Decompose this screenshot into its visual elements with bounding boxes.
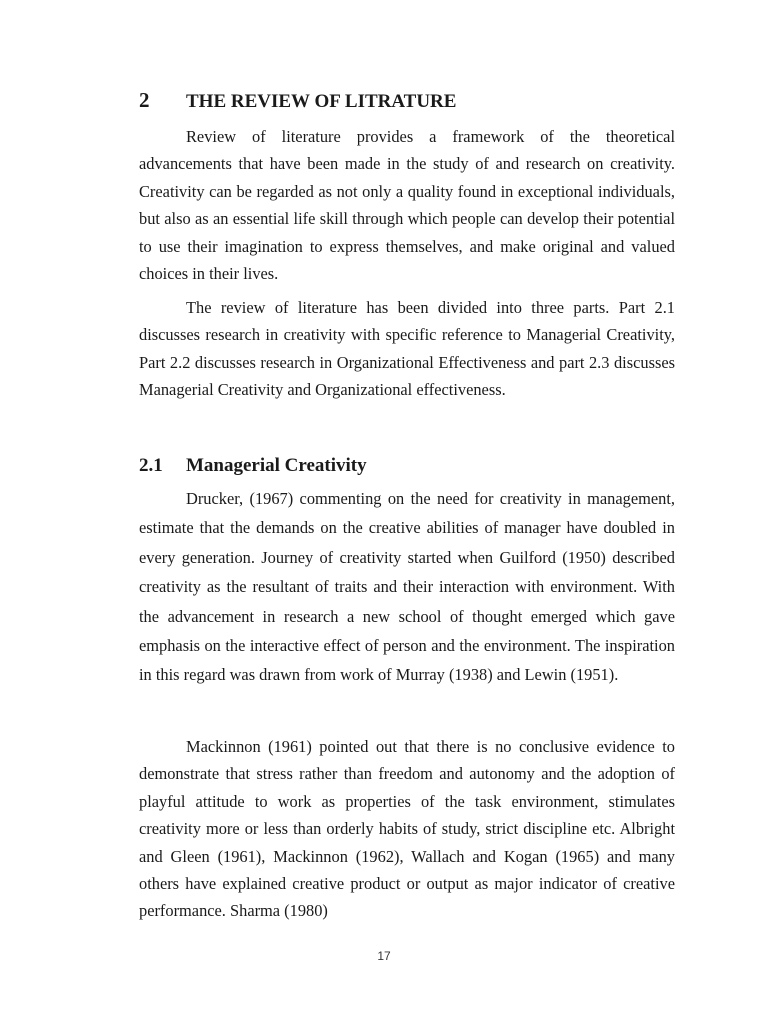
section-title: Managerial Creativity xyxy=(186,455,367,476)
section-paragraph-1: Drucker, (1967) commenting on the need for creativity in management, estimate that the demands on the creative abilities of manager have doubled in every generation. Journey of creativity started when Guilford (1950) described creativity as the resultant of traits and their interaction with environment. With the advancement in research a new school of thought emerged which gave emphasis on the interactive effect of person and the environment. The inspiration in this regard was drawn from work of Murray (1938) and Lewin (1951). xyxy=(139,489,675,685)
intro-paragraph-2: The review of literature has been divided into three parts. Part 2.1 discusses research in creativity with specific reference to Managerial Creativity, Part 2.2 discusses research in Organizational Effectiveness and part 2.3 discusses Managerial Creativity and Organizational effectiveness. xyxy=(139,298,675,400)
section-number: 2.1 xyxy=(139,455,163,476)
chapter-heading xyxy=(139,88,457,113)
intro-paragraph-1: Review of literature provides a framework of the theoretical advancements that have been made in the study of and research on creativity. Creativity can be regarded as not only a quality found in exceptional individuals, but also as an essential life skill through which people can develop their potential to use their imagination to express themselves, and make original and valued choices in their lives. xyxy=(139,127,675,284)
page-number: 17 xyxy=(377,949,391,963)
chapter-number: 2 xyxy=(139,88,150,112)
chapter-title: THE REVIEW OF LITRATURE xyxy=(186,91,457,112)
section-heading xyxy=(139,455,367,476)
section-paragraph-2: Mackinnon (1961) pointed out that there is no conclusive evidence to demonstrate that stress rather than freedom and autonomy and the adoption of playful attitude to work as properties of the task environment, stimulates creativity more or less than orderly habits of study, strict discipline etc. Albright and Gleen (1961), Mackinnon (1962), Wallach and Kogan (1965) and many others have explained creative product or output as major indicator of creative performance. Sharma (1980) xyxy=(139,737,675,921)
